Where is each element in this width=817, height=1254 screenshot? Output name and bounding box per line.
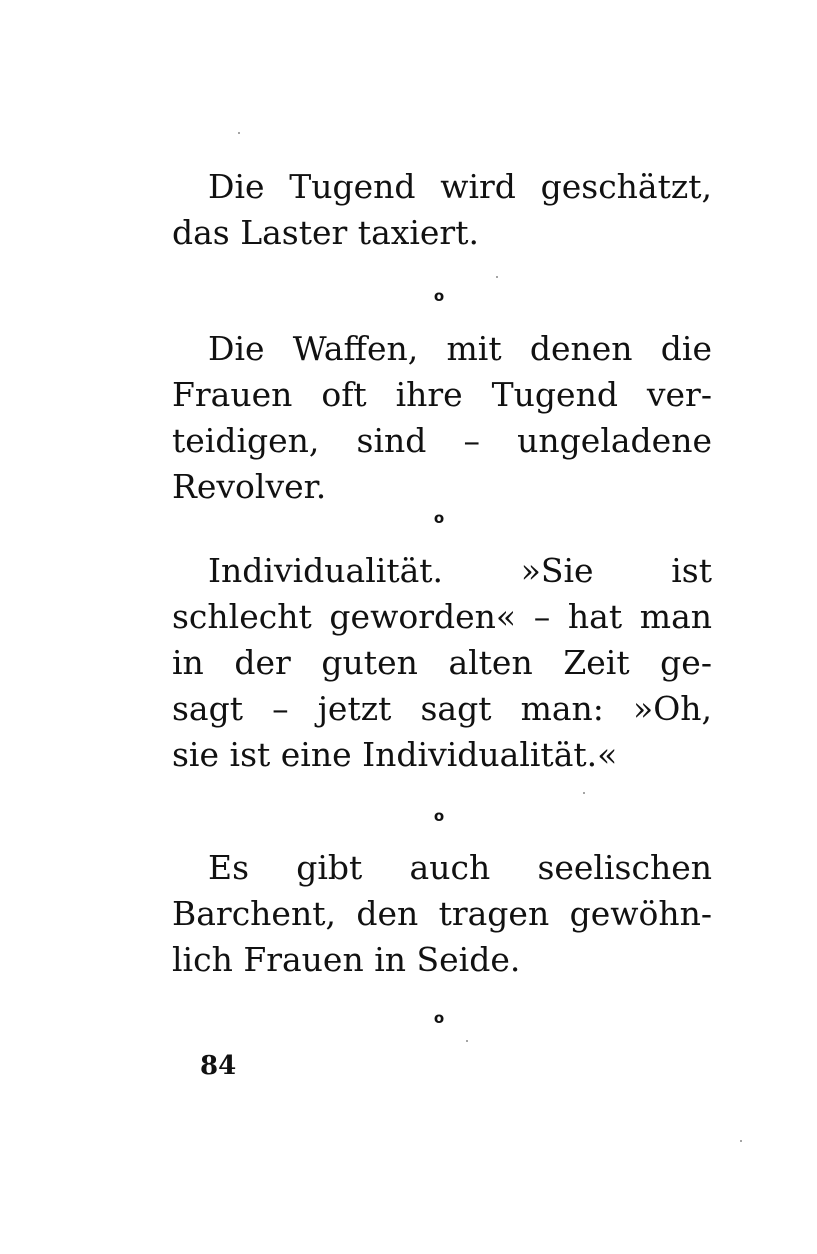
section-separator: o	[433, 287, 445, 305]
scan-speck	[238, 132, 240, 134]
page-number: 84	[200, 1051, 237, 1081]
scan-speck	[466, 1040, 468, 1042]
scan-speck	[740, 1140, 742, 1142]
text-line: Barchent, den tragen gewöhn-	[172, 894, 712, 933]
text-line: Individualität. »Sie ist	[208, 551, 712, 590]
text-line: Revolver.	[172, 467, 327, 506]
text-line: lich Frauen in Seide.	[172, 940, 521, 979]
scan-speck	[583, 792, 585, 794]
text-line: Es gibt auch seelischen	[208, 848, 712, 887]
section-separator: o	[433, 509, 445, 527]
text-line: schlecht geworden« – hat man	[172, 597, 712, 636]
section-separator: o	[433, 807, 445, 825]
text-line: Frauen oft ihre Tugend ver-	[172, 375, 712, 414]
text-line: sagt – jetzt sagt man: »Oh,	[172, 689, 712, 728]
section-separator: o	[433, 1009, 445, 1027]
text-line: Die Tugend wird geschätzt,	[208, 167, 712, 206]
text-line: sie ist eine Individualität.«	[172, 735, 618, 774]
scan-speck	[496, 276, 498, 278]
text-line: das Laster taxiert.	[172, 213, 479, 252]
text-line: in der guten alten Zeit ge-	[172, 643, 712, 682]
text-line: teidigen, sind – ungeladene	[172, 421, 712, 460]
text-line: Die Waffen, mit denen die	[208, 329, 712, 368]
